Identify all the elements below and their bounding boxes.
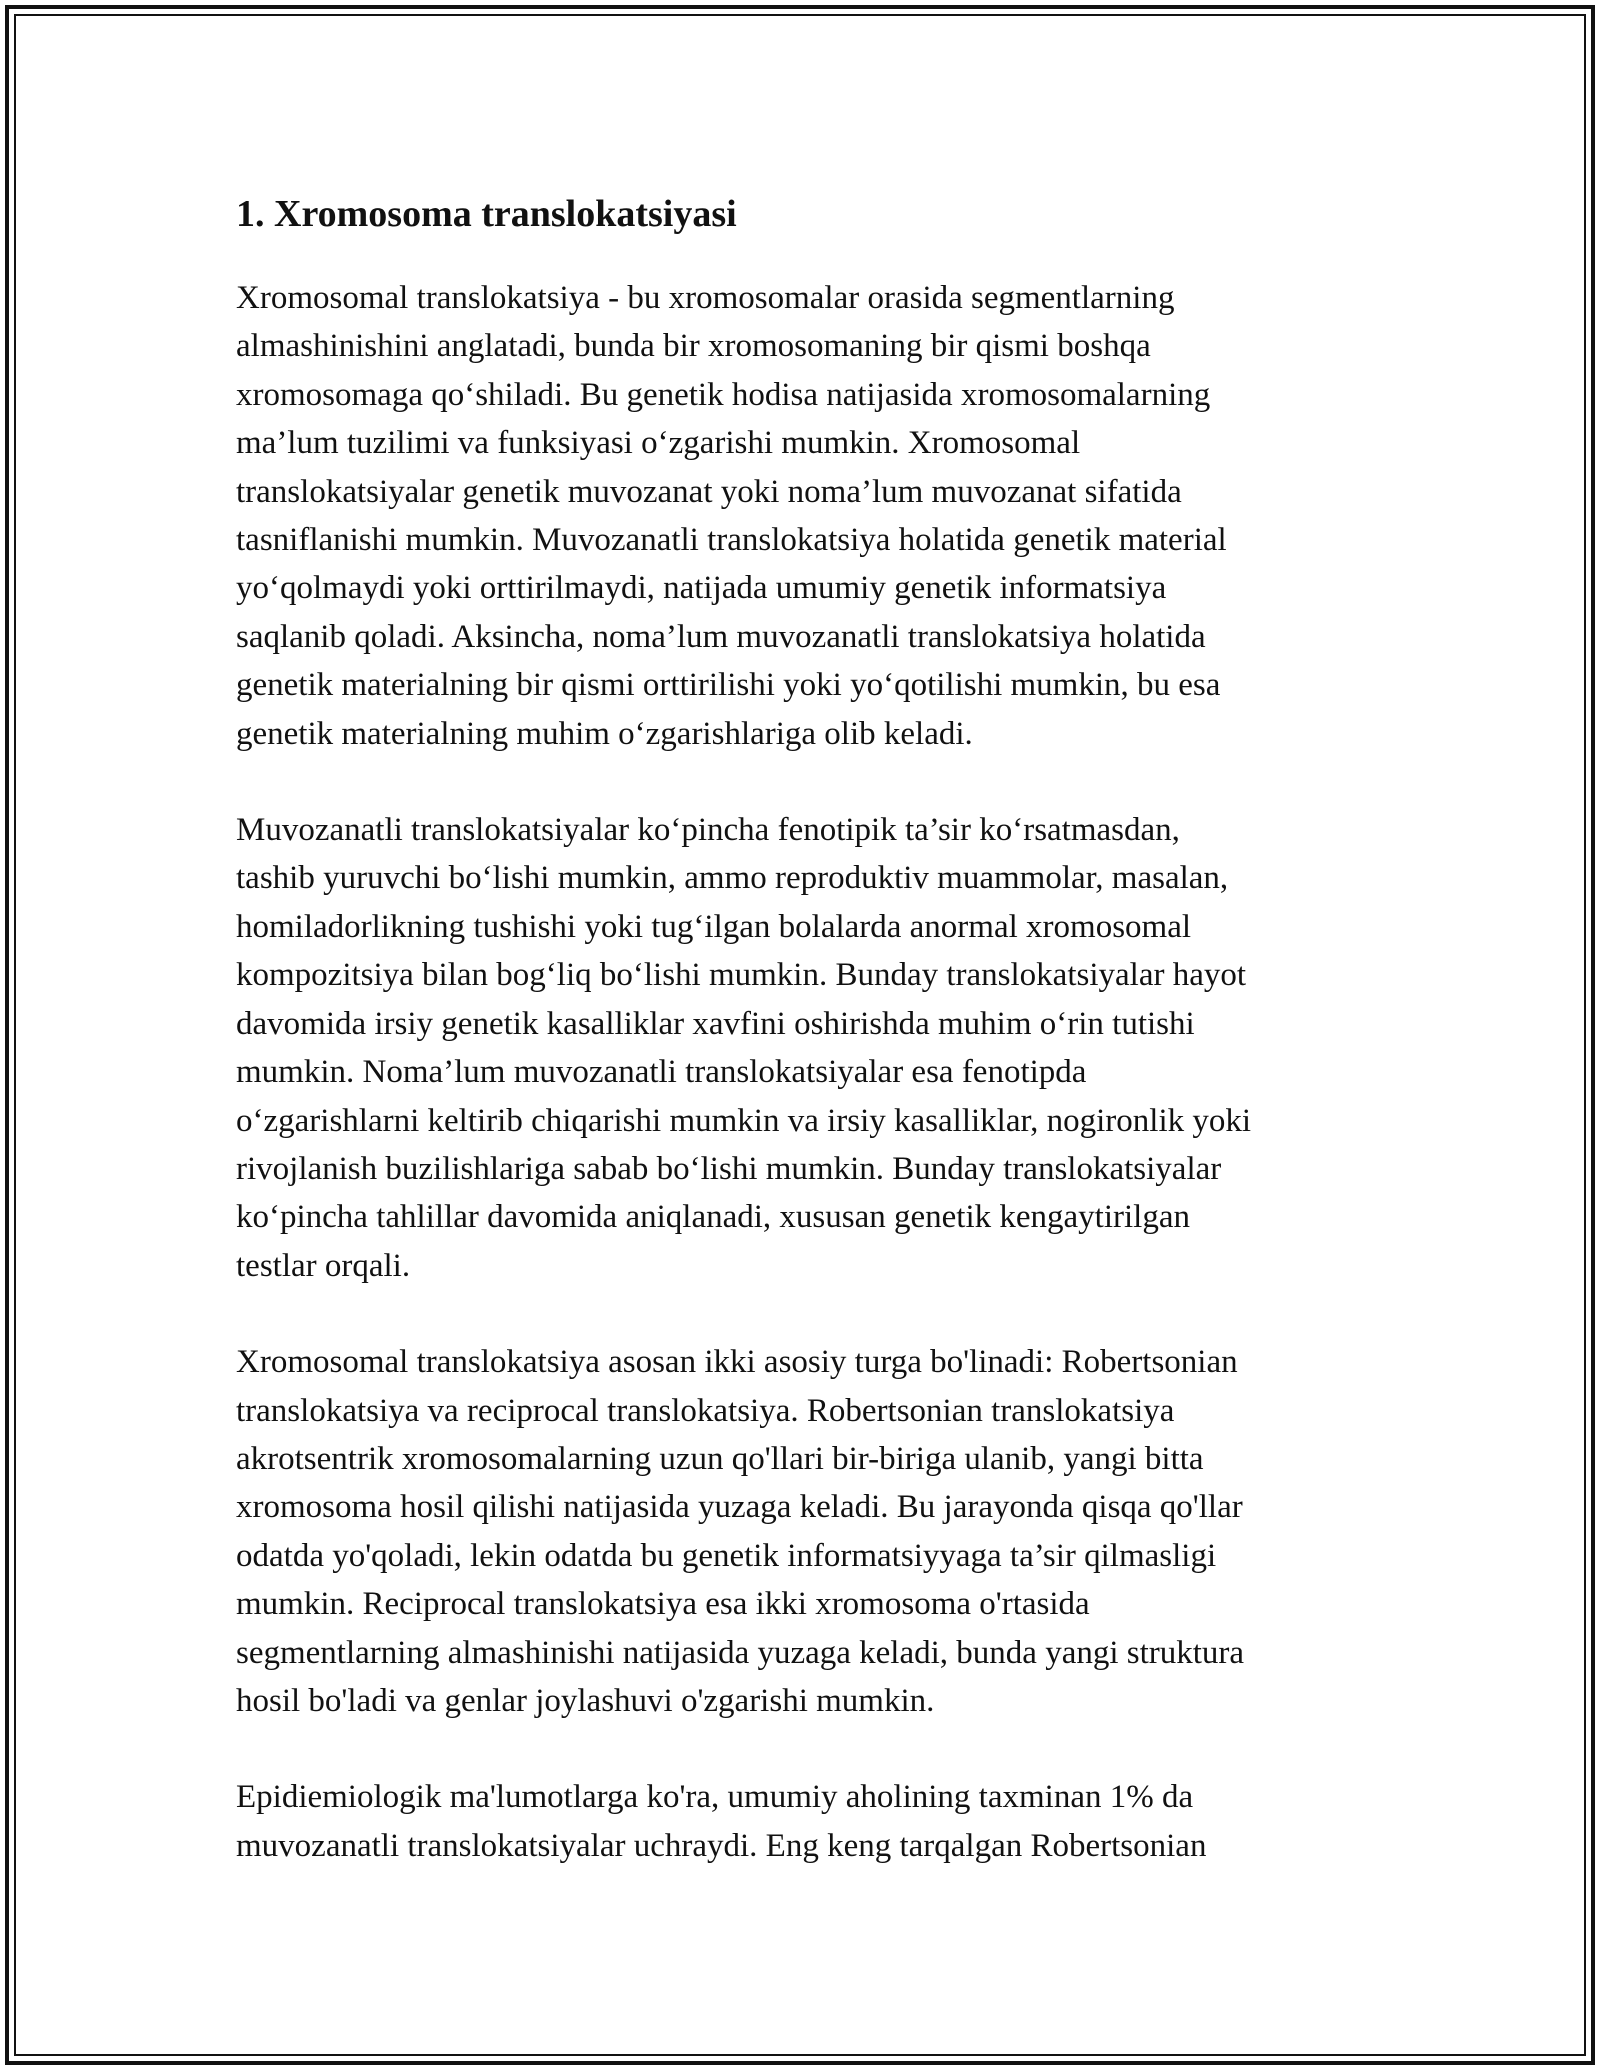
text-line: ma’lum tuzilimi va funksiyasi o‘zgarishi mumkin. Xromosomal	[236, 425, 1081, 462]
text-line: tashib yuruvchi bo‘lishi mumkin, ammo reproduktiv muammolar, masalan,	[236, 860, 1229, 897]
text-line: Xromosomal translokatsiya asosan ikki asosiy turga bo'linadi: Robertsonian	[236, 1344, 1238, 1381]
text-line: hosil bo'ladi va genlar joylashuvi o'zgarishi mumkin.	[236, 1682, 935, 1719]
text-line: tasniflanishi mumkin. Muvozanatli translokatsiya holatida genetik material	[236, 522, 1227, 559]
text-line: Xromosomal translokatsiya - bu xromosomalar orasida segmentlarning	[236, 280, 1175, 316]
text-line: rivojlanish buzilishlariga sabab bo‘lishi mumkin. Bunday translokatsiyalar	[236, 1150, 1222, 1187]
text-line: davomida irsiy genetik kasalliklar xavfini oshirishda muhim o‘rin tutishi	[236, 1005, 1195, 1042]
text-line: odatda yo'qoladi, lekin odatda bu genetik informatsiyyaga ta’sir qilmasligi	[236, 1537, 1217, 1574]
text-line: Muvozanatli translokatsiyalar ko‘pincha fenotipik ta’sir ko‘rsatmasdan,	[236, 812, 1180, 849]
text-line: muvozanatli translokatsiyalar uchraydi. Eng keng tarqalgan Robertsonian	[236, 1827, 1207, 1864]
text-line: almashinishini anglatadi, bunda bir xromosomaning bir qismi boshqa	[236, 328, 1151, 365]
text-line: ko‘pincha tahlillar davomida aniqlanadi, xususan genetik kengaytirilgan	[236, 1199, 1190, 1236]
text-line: xromosoma hosil qilishi natijasida yuzaga keladi. Bu jarayonda qisqa qo'llar	[236, 1489, 1243, 1526]
text-line: segmentlarning almashinishi natijasida yuzaga keladi, bunda yangi struktura	[236, 1634, 1245, 1671]
text-line: Epidiemiologik ma'lumotlarga ko'ra, umumiy aholining taxminan 1% da	[236, 1779, 1194, 1816]
paragraph-2	[236, 806, 1386, 1290]
text-line: kompozitsiya bilan bog‘liq bo‘lishi mumkin. Bunday translokatsiyalar hayot	[236, 957, 1247, 994]
paragraph-container	[236, 274, 1386, 1870]
text-line: testlar orqali.	[236, 1247, 411, 1284]
text-line: genetik materialning bir qismi orttirilishi yoki yo‘qotilishi mumkin, bu esa	[236, 667, 1221, 704]
text-line: translokatsiya va reciprocal translokatsiya. Robertsonian translokatsiya	[236, 1392, 1175, 1429]
text-line: mumkin. Reciprocal translokatsiya esa ikki xromosoma o'rtasida	[236, 1586, 1090, 1623]
text-line: saqlanib qoladi. Aksincha, noma’lum muvozanatli translokatsiya holatida	[236, 618, 1206, 655]
paragraph-4	[236, 1773, 1386, 1870]
section-heading: 1. Xromosoma translokatsiyasi	[236, 193, 737, 235]
text-line: genetik materialning muhim o‘zgarishlariga olib keladi.	[236, 715, 973, 752]
text-line: mumkin. Noma’lum muvozanatli translokatsiyalar esa fenotipda	[236, 1054, 1087, 1091]
document-body	[236, 184, 1386, 1918]
text-line: yo‘qolmaydi yoki orttirilmaydi, natijada umumiy genetik informatsiya	[236, 570, 1167, 607]
paragraph-1	[236, 274, 1386, 758]
text-line: akrotsentrik xromosomalarning uzun qo'llari bir-biriga ulanib, yangi bitta	[236, 1440, 1204, 1477]
text-line: translokatsiyalar genetik muvozanat yoki noma’lum muvozanat sifatida	[236, 473, 1182, 510]
text-line: xromosomaga qo‘shiladi. Bu genetik hodisa natijasida xromosomalarning	[236, 376, 1211, 413]
paragraph-3	[236, 1338, 1386, 1725]
text-line: o‘zgarishlarni keltirib chiqarishi mumkin va irsiy kasalliklar, nogironlik yoki	[236, 1102, 1252, 1139]
text-line: homiladorlikning tushishi yoki tug‘ilgan bolalarda anormal xromosomal	[236, 908, 1192, 945]
